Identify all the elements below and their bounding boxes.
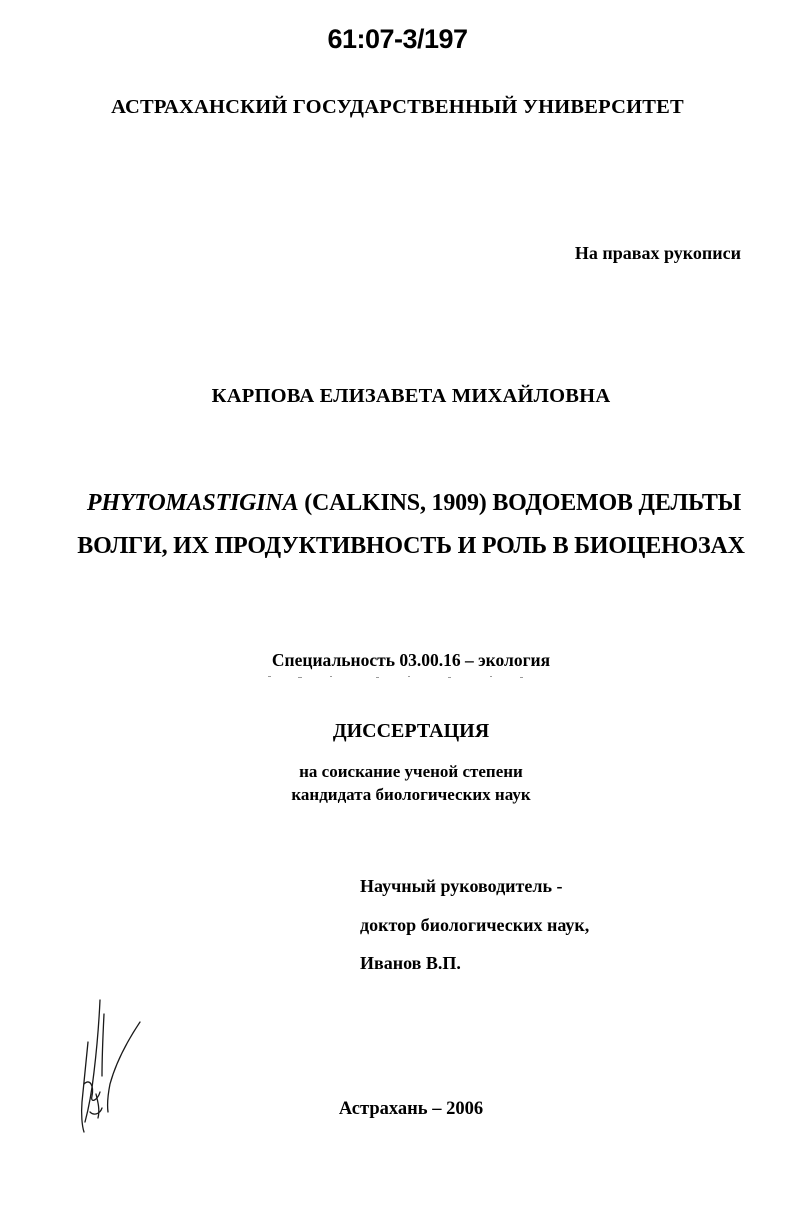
thesis-title-taxon: PHYTOMASTIGINA — [86, 490, 299, 516]
thesis-title-line-1 — [0, 490, 795, 517]
thesis-title-line-1-rest: (CALKINS, 1909) ВОДОЕМОВ ДЕЛЬТЫ — [298, 490, 742, 516]
supervisor-role: Научный руководитель - — [360, 876, 563, 896]
manuscript-note: На правах рукописи — [574, 243, 741, 263]
supervisor-degree: доктор биологических наук, — [360, 915, 590, 935]
archive-code: 61:07-3/197 — [327, 24, 468, 54]
university-name: АСТРАХАНСКИЙ ГОСУДАРСТВЕННЫЙ УНИВЕРСИТЕТ — [111, 96, 684, 118]
degree-line-1: на соискание ученой степени — [299, 762, 523, 781]
city-year: Астрахань – 2006 — [338, 1099, 484, 1119]
scan-speckle — [258, 672, 568, 680]
degree-line-2: кандидата биологических наук — [291, 785, 531, 804]
author-name: КАРПОВА ЕЛИЗАВЕТА МИХАЙЛОВНА — [211, 385, 611, 407]
thesis-title-line-2: ВОЛГИ, ИХ ПРОДУКТИВНОСТЬ И РОЛЬ В БИОЦЕНОЗАХ — [77, 533, 745, 559]
document-type: ДИССЕРТАЦИЯ — [332, 720, 490, 742]
specialty: Специальность 03.00.16 – экология — [271, 650, 551, 670]
supervisor-name: Иванов В.П. — [360, 953, 461, 973]
